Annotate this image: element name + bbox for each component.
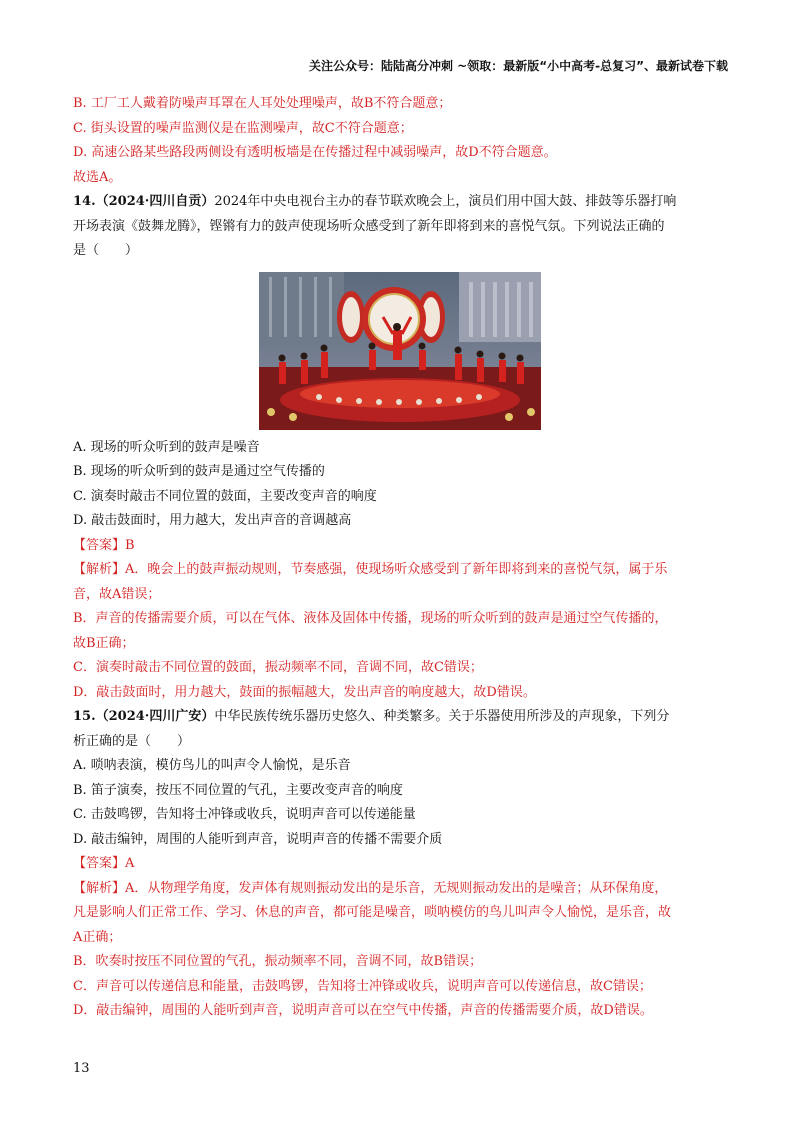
analysis-line: C．声音可以传递信息和能量，击鼓鸣锣，告知将士冲锋或收兵，说明声音可以传递信息，故C错误； bbox=[73, 978, 652, 994]
analysis-line: 凡是影响人们正常工作、学习、休息的声音，都可能是噪音，唢呐模仿的鸟儿叫声令人愉悦，是乐音，故 bbox=[73, 905, 672, 920]
drum-performance-photo bbox=[259, 272, 541, 430]
page-header: 关注公众号：陆陆高分冲刺 ~领取：最新版“小中高考-总复习”、最新试卷下载 bbox=[309, 59, 728, 73]
question-15 bbox=[73, 705, 728, 1024]
option-b: B. 现场的听众听到的鼓声是通过空气传播的 bbox=[73, 464, 325, 479]
option-d: D. 敲击鼓面时，用力越大，发出声音的音调越高 bbox=[73, 513, 352, 528]
question-number: 15. bbox=[73, 709, 96, 724]
analysis-line: D．敲击编钟，周围的人能听到声音，说明声音可以在空气中传播，声音的传播需要介质，故D错误。 bbox=[73, 1003, 653, 1018]
page-content bbox=[73, 92, 728, 1024]
option-d: D. 敲击编钟，周围的人能听到声音，说明声音的传播不需要介质 bbox=[73, 831, 443, 847]
analysis-line: A正确； bbox=[73, 929, 122, 945]
question-number: 14. bbox=[73, 194, 96, 209]
question-stem: 2024年中央电视台主办的春节联欢晚会上，演员们用中国大鼓、排鼓等乐器打响 bbox=[214, 194, 677, 209]
question-source: （2024·四川自贡） bbox=[95, 194, 215, 209]
option-c: C. 演奏时敲击不同位置的鼓面，主要改变声音的响度 bbox=[73, 488, 377, 504]
option-a: A. 现场的听众听到的鼓声是噪音 bbox=[73, 439, 260, 455]
prev-analysis bbox=[73, 92, 728, 190]
analysis-line: 故B正确； bbox=[73, 635, 135, 651]
option-a: A. 唢呐表演，模仿鸟儿的叫声令人愉悦，是乐音 bbox=[73, 758, 351, 773]
analysis-line: 音，故A错误； bbox=[73, 586, 161, 602]
prev-line: C. 街头设置的噪声监测仪是在监测噪声，故C不符合题意； bbox=[73, 120, 413, 136]
analysis-line: A．从物理学角度，发声体有规则振动发出的是乐音，无规则振动发出的是噪音；从环保角度， bbox=[125, 880, 668, 896]
question-stem: 析正确的是（ ） bbox=[73, 733, 191, 749]
analysis-line: B．声音的传播需要介质，可以在气体、液体及固体中传播，现场的听众听到的鼓声是通过空气传播的， bbox=[73, 611, 668, 626]
answer: 【答案】A bbox=[73, 856, 135, 871]
analysis-tag: 【解析】 bbox=[73, 562, 126, 577]
question-14 bbox=[73, 190, 728, 705]
question-source: （2024·四川广安） bbox=[95, 709, 215, 724]
analysis-tag: 【解析】 bbox=[73, 880, 126, 896]
analysis-line: D．敲击鼓面时，用力越大，鼓面的振幅越大，发出声音的响度越大，故D错误。 bbox=[73, 684, 536, 700]
analysis-line: C．演奏时敲击不同位置的鼓面，振动频率不同，音调不同，故C错误； bbox=[73, 660, 483, 675]
prev-line: 故选A。 bbox=[73, 169, 122, 185]
question-stem: 是（ ） bbox=[73, 243, 139, 258]
question-stem: 开场表演《鼓舞龙腾》，铿锵有力的鼓声使现场听众感受到了新年即将到来的喜悦气氛。下列说法正确的 bbox=[73, 218, 665, 234]
option-b: B. 笛子演奏，按压不同位置的气孔，主要改变声音的响度 bbox=[73, 782, 403, 798]
option-c: C. 击鼓鸣锣，告知将士冲锋或收兵，说明声音可以传递能量 bbox=[73, 807, 416, 822]
analysis-line: B．吹奏时按压不同位置的气孔，振动频率不同，音调不同，故B错误； bbox=[73, 954, 483, 969]
analysis-line: A．晚会上的鼓声振动规则，节奏感强，使现场听众感受到了新年即将到来的喜悦气氛，属于乐 bbox=[125, 562, 668, 577]
page-number: 13 bbox=[73, 1061, 90, 1076]
prev-line: D. 高速公路某些路段两侧设有透明板墙是在传播过程中减弱噪声，故D不符合题意。 bbox=[73, 145, 557, 160]
prev-line: B. 工厂工人戴着防噪声耳罩在人耳处处理噪声，故B不符合题意； bbox=[73, 96, 452, 111]
question-stem: 中华民族传统乐器历史悠久、种类繁多。关于乐器使用所涉及的声现象，下列分 bbox=[214, 709, 670, 724]
answer: 【答案】B bbox=[73, 537, 135, 553]
